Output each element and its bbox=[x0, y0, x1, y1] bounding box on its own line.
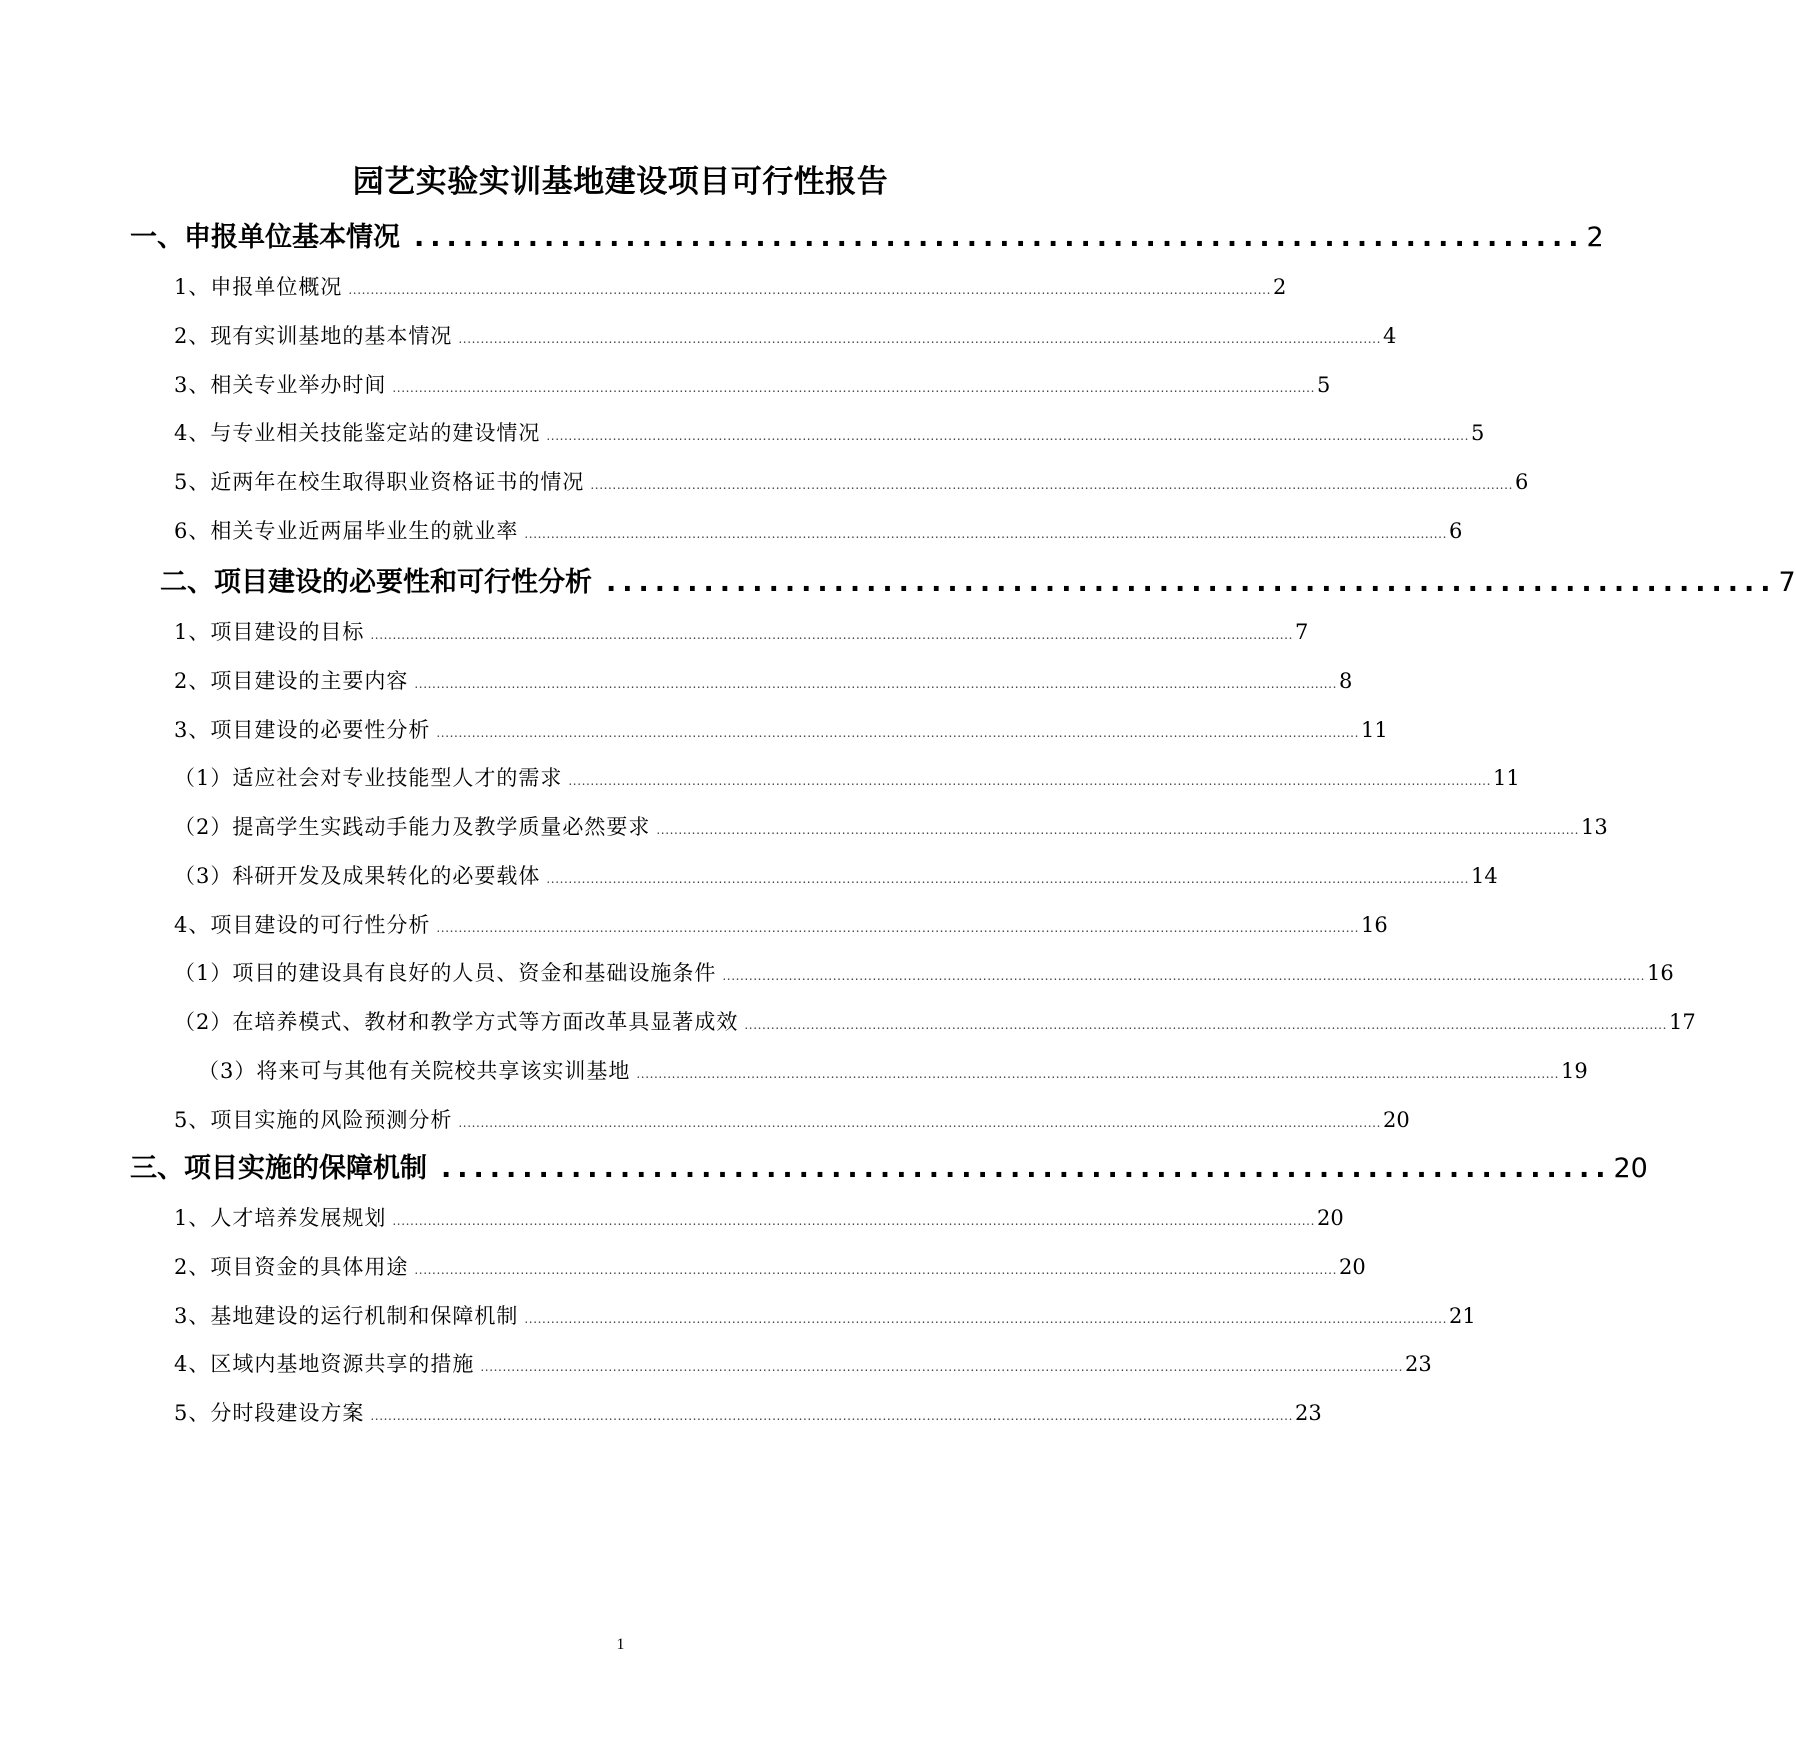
toc-item-label: 2、项目建设的主要内容 bbox=[174, 669, 409, 693]
toc-leader: ................................................................................................................................................................................................................. bbox=[458, 1116, 1381, 1130]
toc-leader: ................................................................................................................................................................................................................. bbox=[524, 1312, 1447, 1326]
toc-item[interactable] bbox=[174, 1203, 1344, 1236]
toc-page-number: 7 bbox=[1295, 620, 1309, 644]
toc-leader: ................................................................................................................................................................................................................. bbox=[590, 478, 1513, 492]
toc-page-number: 14 bbox=[1470, 864, 1498, 888]
toc-leader: ................................................................................................................................................................................................................. bbox=[370, 1409, 1293, 1423]
toc-page-number: 11 bbox=[1492, 766, 1520, 790]
toc-subitem[interactable] bbox=[174, 763, 1520, 796]
toc-page-number: 23 bbox=[1295, 1401, 1322, 1425]
toc-page-number: 4 bbox=[1383, 324, 1397, 348]
toc-subitem[interactable] bbox=[174, 861, 1498, 894]
toc-item[interactable] bbox=[174, 1105, 1410, 1138]
toc-page-number: 7 bbox=[1778, 567, 1796, 598]
toc-leader: ................................................................................................................................................................................................................. bbox=[546, 429, 1469, 443]
toc-section-label: 一、申报单位基本情况 bbox=[130, 222, 400, 253]
toc-section-label: 二、项目建设的必要性和可行性分析 bbox=[160, 567, 592, 598]
toc-item-label: （1）适应社会对专业技能型人才的需求 bbox=[174, 766, 563, 790]
toc-page-number: 21 bbox=[1449, 1304, 1476, 1328]
toc-page-number: 5 bbox=[1317, 373, 1331, 397]
toc-item-label: 3、相关专业举办时间 bbox=[174, 373, 387, 397]
toc-page-number: 20 bbox=[1613, 1153, 1648, 1184]
toc-page-number: 23 bbox=[1405, 1352, 1432, 1376]
toc-leader: ................................................................................................................................................................................................................. bbox=[392, 381, 1315, 395]
toc-item[interactable] bbox=[174, 1252, 1366, 1285]
toc-item[interactable] bbox=[174, 666, 1353, 699]
toc-leader: ................................................................................................................................................................................................................. bbox=[656, 823, 1579, 837]
toc-leader: ................................................................................................................................................................................................................. bbox=[636, 1067, 1559, 1081]
toc-item-label: 4、区域内基地资源共享的措施 bbox=[174, 1352, 475, 1376]
toc-page-number: 11 bbox=[1361, 718, 1388, 742]
toc-item[interactable] bbox=[174, 272, 1287, 305]
toc-section-1[interactable] bbox=[130, 220, 1604, 256]
toc-item-label: （2）提高学生实践动手能力及教学质量必然要求 bbox=[174, 815, 651, 839]
toc-item-label: 1、申报单位概况 bbox=[174, 275, 343, 299]
toc-item-label: 4、项目建设的可行性分析 bbox=[174, 913, 431, 937]
toc-item[interactable] bbox=[174, 1398, 1322, 1431]
toc-item-label: 3、项目建设的必要性分析 bbox=[174, 718, 431, 742]
toc-leader: ........................................................................ bbox=[606, 567, 1777, 598]
toc-subitem[interactable] bbox=[174, 958, 1674, 991]
toc-leader: ................................................................................................................................................................................................................. bbox=[414, 1263, 1337, 1277]
document-title: 园艺实验实训基地建设项目可行性报告 bbox=[352, 164, 889, 200]
toc-leader: ................................................................................................................................................................................................................. bbox=[392, 1214, 1315, 1228]
toc-item-label: （2）在培养模式、教材和教学方式等方面改革具显著成效 bbox=[174, 1010, 739, 1034]
toc-item-label: 6、相关专业近两届毕业生的就业率 bbox=[174, 519, 519, 543]
toc-page-number: 20 bbox=[1383, 1108, 1410, 1132]
toc-subitem[interactable] bbox=[174, 1007, 1696, 1040]
toc-item-label: 5、近两年在校生取得职业资格证书的情况 bbox=[174, 470, 585, 494]
toc-leader: ................................................................................................................................................................................................................. bbox=[722, 969, 1645, 983]
toc-leader: ................................................................................................................................................................................................................. bbox=[436, 726, 1359, 740]
toc-item[interactable] bbox=[174, 617, 1309, 650]
toc-section-2[interactable] bbox=[160, 565, 1796, 601]
toc-page-number: 16 bbox=[1361, 913, 1388, 937]
toc-item[interactable] bbox=[174, 1349, 1432, 1382]
toc-item[interactable] bbox=[174, 467, 1529, 500]
toc-item-label: 1、人才培养发展规划 bbox=[174, 1206, 387, 1230]
toc-page-number: 8 bbox=[1339, 669, 1353, 693]
toc-item[interactable] bbox=[174, 715, 1388, 748]
toc-item-label: 5、分时段建设方案 bbox=[174, 1401, 365, 1425]
toc-leader: ........................................................................ bbox=[414, 222, 1585, 253]
toc-item[interactable] bbox=[174, 516, 1463, 549]
toc-subitem[interactable] bbox=[198, 1056, 1588, 1089]
toc-item-label: 3、基地建设的运行机制和保障机制 bbox=[174, 1304, 519, 1328]
toc-page-number: 6 bbox=[1449, 519, 1463, 543]
page-number: 1 bbox=[616, 1636, 625, 1653]
toc-page-number: 2 bbox=[1586, 222, 1604, 253]
toc-leader: ................................................................................................................................................................................................................. bbox=[744, 1018, 1667, 1032]
toc-item[interactable] bbox=[174, 910, 1388, 943]
toc-page-number: 17 bbox=[1668, 1010, 1696, 1034]
toc-leader: ................................................................................................................................................................................................................. bbox=[436, 921, 1359, 935]
toc-leader: ................................................................................................................................................................................................................. bbox=[480, 1360, 1403, 1374]
toc-page-number: 16 bbox=[1646, 961, 1674, 985]
toc-page-number: 19 bbox=[1560, 1059, 1588, 1083]
toc-leader: ................................................................................................................................................................................................................. bbox=[414, 677, 1337, 691]
toc-item-label: 1、项目建设的目标 bbox=[174, 620, 365, 644]
toc-leader: ................................................................................................................................................................................................................. bbox=[568, 774, 1491, 788]
toc-page-number: 6 bbox=[1514, 470, 1529, 494]
toc-leader: ........................................................................ bbox=[441, 1153, 1612, 1184]
toc-item-label: 4、与专业相关技能鉴定站的建设情况 bbox=[174, 421, 541, 445]
toc-leader: ................................................................................................................................................................................................................. bbox=[546, 872, 1469, 886]
toc-page-number: 5 bbox=[1470, 421, 1485, 445]
toc-leader: ................................................................................................................................................................................................................. bbox=[458, 332, 1381, 346]
toc-leader: ................................................................................................................................................................................................................. bbox=[524, 527, 1447, 541]
toc-item-label: （3）科研开发及成果转化的必要载体 bbox=[174, 864, 541, 888]
toc-item[interactable] bbox=[174, 370, 1331, 403]
toc-page-number: 20 bbox=[1339, 1255, 1366, 1279]
toc-item[interactable] bbox=[174, 321, 1397, 354]
toc-item-label: 2、项目资金的具体用途 bbox=[174, 1255, 409, 1279]
toc-section-label: 三、项目实施的保障机制 bbox=[130, 1153, 427, 1184]
toc-item[interactable] bbox=[174, 1301, 1476, 1334]
toc-leader: ................................................................................................................................................................................................................. bbox=[370, 628, 1293, 642]
toc-page-number: 13 bbox=[1580, 815, 1608, 839]
toc-leader: ................................................................................................................................................................................................................. bbox=[348, 283, 1271, 297]
toc-item-label: （1）项目的建设具有良好的人员、资金和基础设施条件 bbox=[174, 961, 717, 985]
toc-item-label: 2、现有实训基地的基本情况 bbox=[174, 324, 453, 348]
toc-section-3[interactable] bbox=[130, 1151, 1648, 1187]
toc-item[interactable] bbox=[174, 418, 1485, 451]
toc-item-label: 5、项目实施的风险预测分析 bbox=[174, 1108, 453, 1132]
toc-page-number: 20 bbox=[1317, 1206, 1344, 1230]
toc-item-label: （3）将来可与其他有关院校共享该实训基地 bbox=[198, 1059, 631, 1083]
toc-page-number: 2 bbox=[1273, 275, 1287, 299]
toc-subitem[interactable] bbox=[174, 812, 1608, 845]
